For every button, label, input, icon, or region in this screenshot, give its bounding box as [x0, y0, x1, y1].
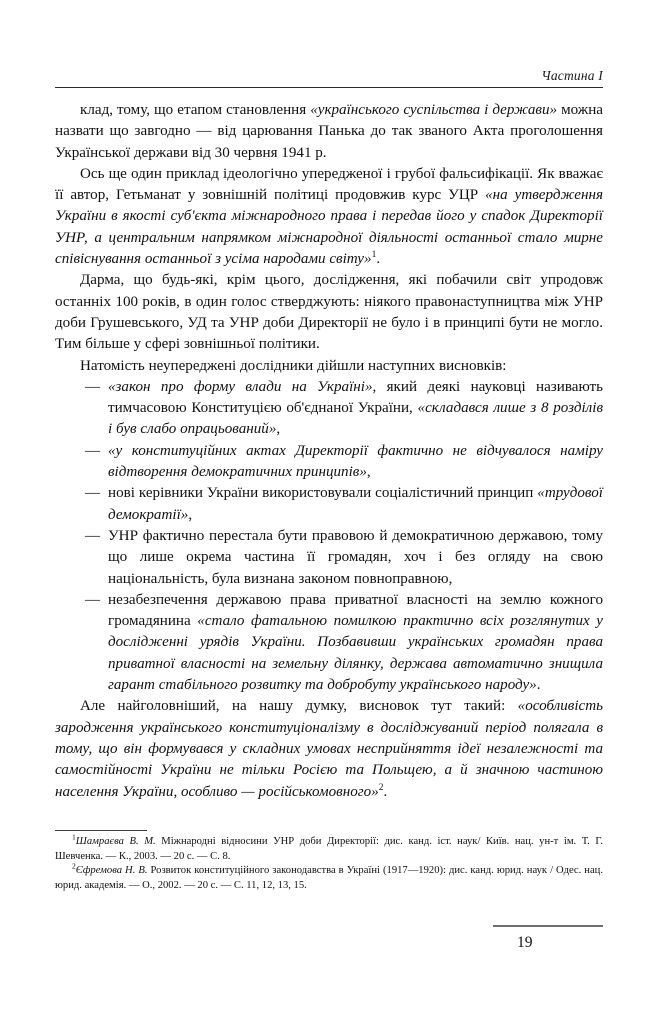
para-run-roman-2: можна назвати що завгодно — від царювання Панька до так званого Акта проголошення Української держави від 30 червня 1941 р. — [55, 102, 604, 161]
list-item — [55, 441, 603, 484]
folio-divider — [493, 925, 603, 927]
list-item — [55, 483, 603, 526]
paragraph-falsification — [55, 164, 603, 270]
footnote-author-2: Єфремова Н. В. — [75, 865, 148, 877]
para-quoted-passage: «на утвердження України в якості суб'єкта міжнародного права і передав його у спадок Директорії УНР, а центральним напрямком міжнародної діяльності останньої стало мирне співіснування останньої з усіма народами світу» — [55, 187, 603, 268]
list-item — [55, 526, 603, 590]
list-item-roman-2: , — [188, 506, 193, 523]
list-item-italic-1: «закон про форму влади на Україні» — [108, 378, 373, 395]
paragraph-list-intro — [55, 356, 603, 377]
list-item-roman-2: . — [536, 677, 541, 694]
em-dash-marker: — — [85, 527, 101, 544]
para-text: Натомість неупереджені дослідники дійшли наступних висновків: — [80, 357, 507, 374]
para-lead-text: Ось ще один приклад ідеологічно упередженої і грубої фальсифікації. Як вважає її автор, Гетьманат у зовнішній політиці продовжив курс УЦР — [55, 165, 603, 204]
header-divider — [55, 87, 603, 88]
paragraph-main-conclusion — [55, 696, 603, 802]
footnote-entry-1 — [55, 832, 603, 864]
list-item-roman-1: незабезпечення державою права приватної власності на землю кожного громадянина — [108, 591, 603, 630]
para-tail-text: . — [383, 783, 388, 800]
page-number: 19 — [517, 934, 533, 951]
para-quoted-passage: «особливість зародження українського конституціоналізму в досліджуваний період полягала в тому, що він формувався у складних умовах несприйняття ідеї незалежності та самостійності України не тільки Росією та Польщею, а й значною частиною населення України, особливо — російськомовного» — [55, 698, 603, 800]
list-item-roman-1: , — [366, 464, 371, 481]
para-lead-text: Але найголовніший, на нашу думку, висновок тут такий: — [80, 698, 518, 715]
para-tail-text: . — [376, 251, 381, 268]
em-dash-marker: — — [85, 591, 101, 608]
list-item-italic-1: «трудової демократії» — [108, 485, 603, 523]
list-item-roman-1: , який деякі науковці називають тимчасовою Конституцією об'єднаної України, — [108, 378, 603, 417]
paragraph-continuation — [55, 100, 603, 164]
page-folio — [493, 925, 603, 952]
footnote-author-1: Шамраєва В. М. — [75, 836, 156, 847]
list-item-roman-1: УНР фактично перестала бути правовою й демократичною державою, тому що лише окрема частина її громадян, хоч і без огляду на свою національність, була визнана законом повноправною, — [108, 527, 603, 587]
em-dash-marker: — — [85, 485, 101, 502]
list-item-italic-1: «стало фатальною помилкою практично всіх розглянутих у дослідженні урядів України. Позбавивши українських громадян права приватної власності на земельну ділянку, держава автоматично знищила гарант стабільного розвитку та добробуту українського народу» — [108, 613, 603, 694]
para-text: Дарма, що будь-які, крім цього, дослідження, які побачили світ упродовж останніх 100 років, в один голос стверджують: ніякого правонаступництва між УНР доби Грушевського, УД та УНР доби Директорії не було і в принципі бути не могло. Тим більше у сфері зовнішньої політики. — [55, 272, 603, 353]
footnote-separator — [55, 830, 147, 831]
running-header — [55, 68, 603, 88]
conclusions-list — [55, 377, 603, 696]
list-item-italic-1: «у конституційних актах Директорії фактично не відчувалося наміру відтворення демократичних принципів» — [108, 442, 603, 481]
footnote-citation-2: Розвиток конституційного законодавства в Україні (1917—1920): дис. канд. юрид. наук / Одес. нац. юрид. академія. — О., 2002. — 20 с. — С. 11, 12, 13, 15. — [55, 865, 603, 891]
footnote-reference-1: 1 — [371, 250, 377, 261]
list-item — [55, 590, 603, 696]
para-run-roman: клад, тому, що етапом становлення — [80, 102, 311, 118]
footnote-number-1: 1 — [72, 832, 76, 842]
body-text-column — [55, 100, 603, 803]
em-dash-marker: — — [85, 442, 101, 459]
list-item-roman-1: нові керівники України використовували соціалістичний принцип — [108, 485, 538, 502]
list-item-italic-2: «складався лише з 8 розділів і був слабо опрацьований» — [108, 400, 603, 438]
footnote-number-2: 2 — [72, 861, 76, 871]
footnote-citation-1: Міжнародні відносини УНР доби Директорії: дис. канд. іст. наук/ Київ. нац. ун-т ім. Т. Г. Шевченка. — К., 2003. — 20 с. — С. 8. — [55, 836, 603, 862]
paragraph-succession — [55, 270, 603, 355]
footnote-reference-2: 2 — [378, 782, 384, 793]
footnote-block — [55, 830, 603, 893]
list-item — [55, 377, 603, 441]
footnote-entry-2 — [55, 861, 603, 893]
em-dash-marker: — — [85, 378, 101, 395]
header-chapter-title: Частина I — [541, 68, 603, 83]
list-item-roman-2: , — [276, 421, 281, 438]
para-run-italic: «українського суспільства і держави» — [310, 102, 558, 118]
